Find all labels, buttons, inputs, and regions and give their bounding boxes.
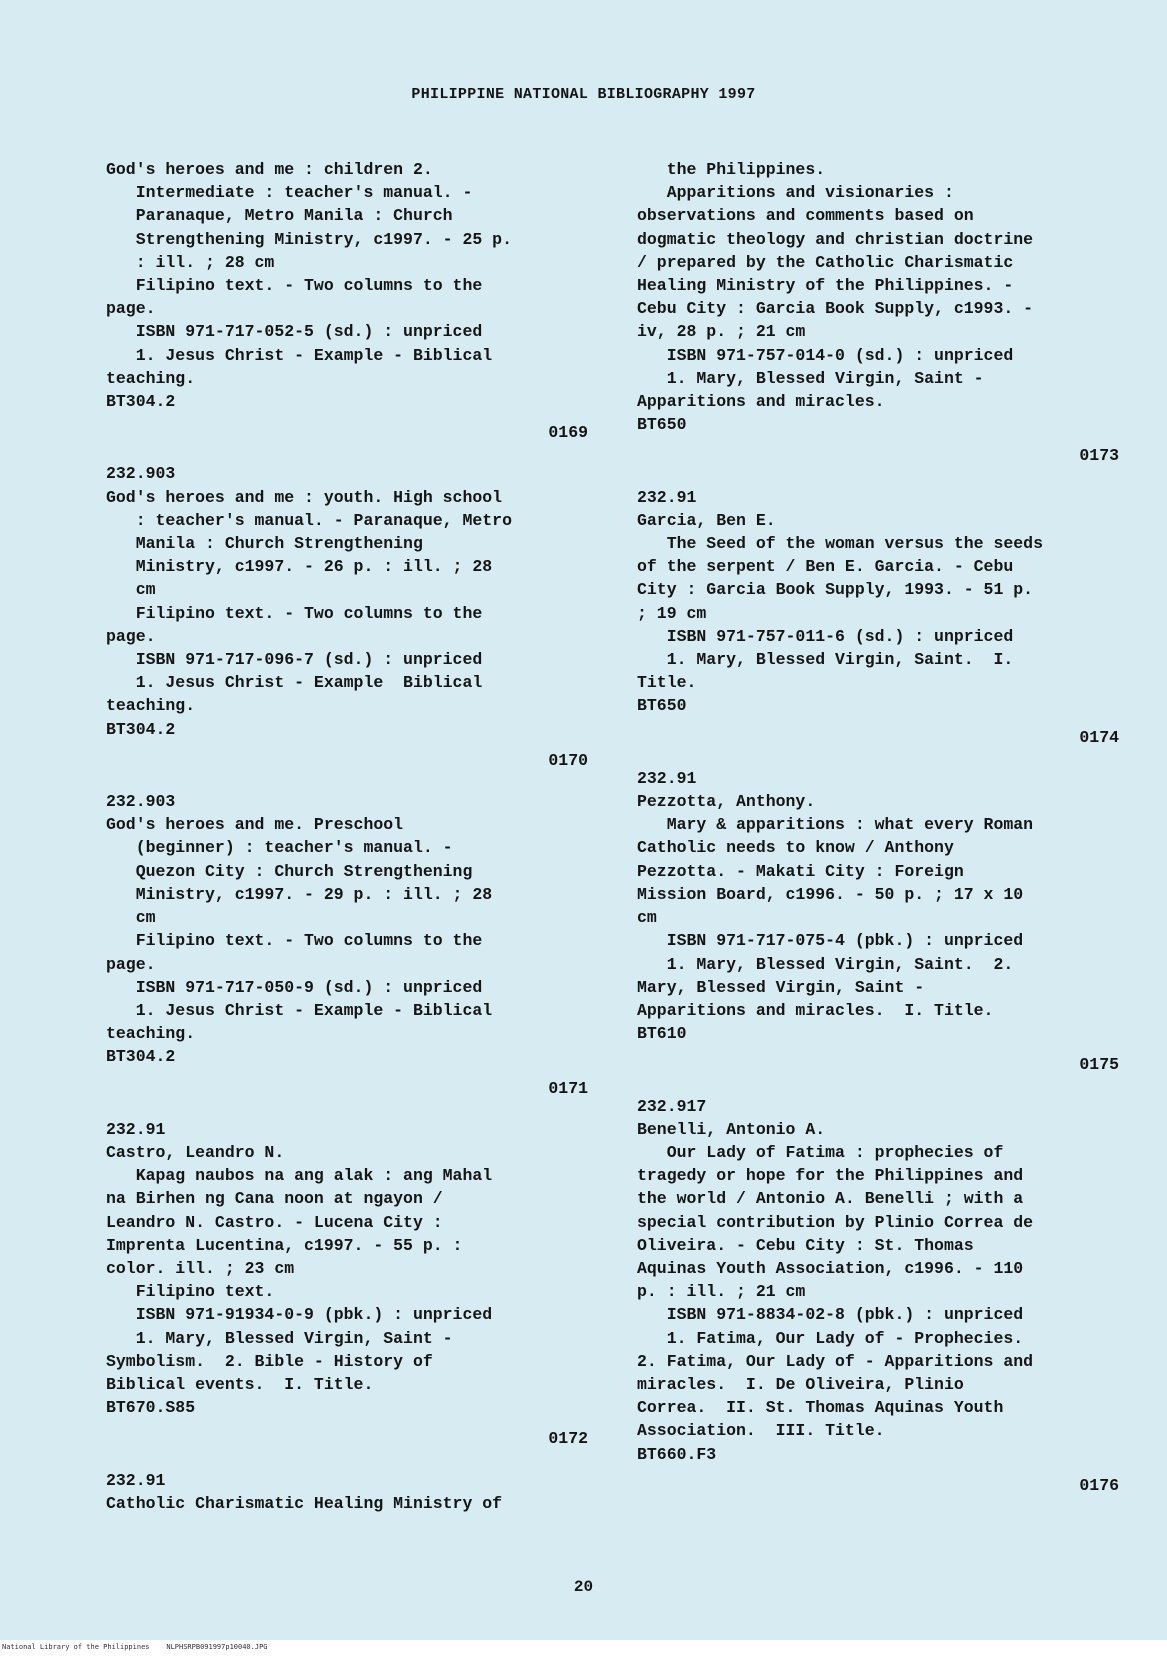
entry-line: Intermediate : teacher's manual. - — [106, 183, 473, 203]
entry-number: 0172 — [548, 1429, 588, 1449]
entry-line: miracles. I. De Oliveira, Plinio — [637, 1374, 964, 1394]
entry-line: Leandro N. Castro. - Lucena City : — [106, 1212, 443, 1232]
entry-line: special contribution by Plinio Correa de — [637, 1212, 1034, 1232]
entry-line: Pezzotta, Anthony. — [637, 792, 816, 812]
entry-number: 0176 — [1079, 1475, 1119, 1495]
bibliographic-entry — [106, 462, 596, 772]
entry-line: 232.917 — [637, 1096, 707, 1116]
entry-line: page. — [106, 626, 156, 646]
bibliographic-entry — [637, 767, 1127, 1077]
entry-line: Imprenta Lucentina, c1997. - 55 p. : — [106, 1235, 463, 1255]
entry-line: Apparitions and miracles. I. Title. — [637, 1000, 994, 1020]
entry-line: dogmatic theology and christian doctrine — [637, 229, 1034, 249]
entry-number: 0170 — [548, 750, 588, 770]
bibliographic-entry — [106, 1118, 596, 1451]
entry-number: 0174 — [1079, 727, 1119, 747]
entry-line: color. ill. ; 23 cm — [106, 1258, 295, 1278]
entry-line: page. — [106, 299, 156, 319]
entry-line: ISBN 971-757-011-6 (sd.) : unpriced — [637, 626, 1014, 646]
entry-line: Ministry, c1997. - 26 p. : ill. ; 28 — [106, 557, 493, 577]
entry-line: Biblical events. I. Title. — [106, 1374, 374, 1394]
entry-line: Title. — [637, 673, 697, 693]
entry-line: Mary, Blessed Virgin, Saint - — [637, 977, 925, 997]
entry-line: teaching. — [106, 368, 196, 388]
entry-line: Mission Board, c1996. - 50 p. ; 17 x 10 — [637, 884, 1024, 904]
entry-line: Benelli, Antonio A. — [637, 1119, 826, 1139]
entry-line: Catholic needs to know / Anthony — [637, 838, 954, 858]
entry-line: BT610 — [637, 1024, 687, 1044]
entry-line: Healing Ministry of the Philippines. - — [637, 276, 1014, 296]
entry-line: ISBN 971-717-075-4 (pbk.) : unpriced — [637, 931, 1024, 951]
entry-line: : teacher's manual. - Paranaque, Metro — [106, 510, 512, 530]
entry-line: Garcia, Ben E. — [637, 510, 776, 530]
entry-line: 1. Mary, Blessed Virgin, Saint. 2. — [637, 954, 1014, 974]
entry-line: 1. Jesus Christ - Example - Biblical — [106, 1000, 493, 1020]
entry-line: 232.91 — [637, 768, 697, 788]
entry-line: ISBN 971-91934-0-9 (pbk.) : unpriced — [106, 1305, 493, 1325]
entry-line: Filipino text. - Two columns to the — [106, 931, 483, 951]
entry-line: tragedy or hope for the Philippines and — [637, 1166, 1024, 1186]
entry-line: Apparitions and miracles. — [637, 392, 885, 412]
entry-line: 1. Mary, Blessed Virgin, Saint. I. — [637, 650, 1014, 670]
page-number: 20 — [573, 1578, 594, 1596]
entry-line: Filipino text. - Two columns to the — [106, 276, 483, 296]
entry-line: Our Lady of Fatima : prophecies of — [637, 1142, 1004, 1162]
entry-line: of the serpent / Ben E. Garcia. - Cebu — [637, 557, 1014, 577]
entry-line: BT304.2 — [106, 392, 176, 412]
entry-line: 232.903 — [106, 792, 176, 812]
bibliographic-entry — [637, 486, 1127, 749]
entry-line: Ministry, c1997. - 29 p. : ill. ; 28 — [106, 884, 493, 904]
entry-line: BT650 — [637, 696, 687, 716]
entry-line: 232.903 — [106, 464, 176, 484]
entry-line: God's heroes and me : children 2. — [106, 160, 433, 179]
entry-line: Cebu City : Garcia Book Supply, c1993. - — [637, 299, 1034, 319]
entry-line: : ill. ; 28 cm — [106, 252, 275, 272]
entry-line: Apparitions and visionaries : — [637, 183, 954, 203]
entry-line: ISBN 971-8834-02-8 (pbk.) : unpriced — [637, 1305, 1024, 1325]
entry-line: na Birhen ng Cana noon at ngayon / — [106, 1189, 443, 1209]
page-title: PHILIPPINE NATIONAL BIBLIOGRAPHY 1997 — [411, 86, 756, 103]
entry-line: God's heroes and me. Preschool — [106, 815, 404, 835]
entry-line: (beginner) : teacher's manual. - — [106, 838, 453, 858]
entry-line: Manila : Church Strengthening — [106, 534, 423, 554]
entry-line: teaching. — [106, 696, 196, 716]
entry-line: Pezzotta. - Makati City : Foreign — [637, 861, 964, 881]
entry-line: BT660.F3 — [637, 1444, 717, 1464]
entry-line: ISBN 971-757-014-0 (sd.) : unpriced — [637, 345, 1014, 365]
entry-line: Symbolism. 2. Bible - History of — [106, 1351, 433, 1371]
entry-line: the Philippines. — [637, 160, 826, 179]
entry-line: BT304.2 — [106, 719, 176, 739]
entry-line: Correa. II. St. Thomas Aquinas Youth — [637, 1398, 1004, 1418]
entry-line: observations and comments based on — [637, 206, 974, 226]
entry-line: 1. Jesus Christ - Example - Biblical — [106, 345, 493, 365]
entry-line: cm — [106, 580, 156, 600]
entry-line: cm — [106, 908, 156, 928]
entry-line: the world / Antonio A. Benelli ; with a — [637, 1189, 1024, 1209]
entry-number: 0169 — [548, 423, 588, 443]
bibliographic-entry — [106, 1469, 596, 1515]
left-column — [106, 158, 596, 1515]
bibliographic-entry — [106, 790, 596, 1100]
entry-line: teaching. — [106, 1024, 196, 1044]
entry-number: 0175 — [1079, 1055, 1119, 1075]
entry-line: 1. Jesus Christ - Example Biblical — [106, 673, 483, 693]
entry-line: 2. Fatima, Our Lady of - Apparitions and — [637, 1351, 1034, 1371]
entry-line: God's heroes and me : youth. High school — [106, 487, 503, 507]
scan-footer: National Library of the Philippines NLPHSRPB091997p10040.JPG — [2, 1643, 268, 1651]
entry-line: p. : ill. ; 21 cm — [637, 1282, 806, 1302]
entry-line: 232.91 — [637, 487, 697, 507]
entry-line: 232.91 — [106, 1470, 166, 1490]
entry-line: Mary & apparitions : what every Roman — [637, 815, 1034, 835]
entry-line: Strengthening Ministry, c1997. - 25 p. — [106, 229, 512, 249]
entry-line: BT670.S85 — [106, 1398, 196, 1418]
entry-line: Quezon City : Church Strengthening — [106, 861, 473, 881]
entry-line: 232.91 — [106, 1119, 166, 1139]
entry-line: ISBN 971-717-052-5 (sd.) : unpriced — [106, 322, 483, 342]
entry-line: 1. Mary, Blessed Virgin, Saint - — [106, 1328, 453, 1348]
entry-line: The Seed of the woman versus the seeds — [637, 534, 1043, 554]
entry-line: ; 19 cm — [637, 603, 707, 623]
entry-line: Kapag naubos na ang alak : ang Mahal — [106, 1166, 493, 1186]
entry-line: Catholic Charismatic Healing Ministry of — [106, 1493, 503, 1513]
entry-line: / prepared by the Catholic Charismatic — [637, 252, 1014, 272]
entry-line: Filipino text. — [106, 1282, 275, 1302]
entry-line: ISBN 971-717-096-7 (sd.) : unpriced — [106, 650, 483, 670]
entry-line: Oliveira. - Cebu City : St. Thomas — [637, 1235, 974, 1255]
entry-line: BT304.2 — [106, 1047, 176, 1067]
entry-line: page. — [106, 954, 156, 974]
entry-line: cm — [637, 908, 657, 928]
entry-line: Filipino text. - Two columns to the — [106, 603, 483, 623]
bibliographic-entry — [106, 158, 596, 444]
entry-line: Aquinas Youth Association, c1996. - 110 — [637, 1258, 1024, 1278]
bibliographic-entry — [637, 1095, 1127, 1497]
entry-number: 0173 — [1079, 446, 1119, 466]
entry-line: BT650 — [637, 415, 687, 435]
entry-line: iv, 28 p. ; 21 cm — [637, 322, 806, 342]
entry-line: ISBN 971-717-050-9 (sd.) : unpriced — [106, 977, 483, 997]
entry-line: 1. Mary, Blessed Virgin, Saint - — [637, 368, 984, 388]
entry-line: City : Garcia Book Supply, 1993. - 51 p. — [637, 580, 1034, 600]
entry-line: 1. Fatima, Our Lady of - Prophecies. — [637, 1328, 1024, 1348]
entry-line: Castro, Leandro N. — [106, 1142, 285, 1162]
entry-number: 0171 — [548, 1078, 588, 1098]
right-column — [637, 158, 1127, 1515]
bibliographic-entry — [637, 158, 1127, 468]
entry-line: Association. III. Title. — [637, 1421, 885, 1441]
entry-line: Paranaque, Metro Manila : Church — [106, 206, 453, 226]
